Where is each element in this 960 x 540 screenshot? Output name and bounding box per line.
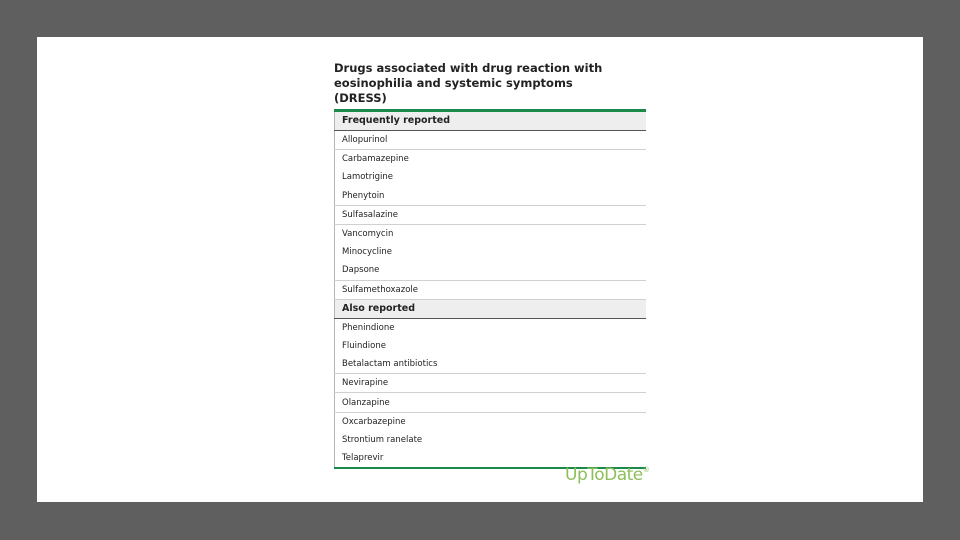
- table-row: [335, 150, 647, 169]
- title-line-1: Drugs associated with drug reaction with: [334, 61, 603, 75]
- logo-text: UpToDate: [565, 465, 643, 485]
- table-row: [335, 412, 647, 431]
- table-row: [335, 168, 647, 186]
- table-row: [335, 280, 647, 299]
- title-line-2: eosinophilia and systemic symptoms (DRESS): [334, 76, 573, 105]
- drug-name: Sulfamethoxazole: [335, 280, 647, 299]
- drug-name: Lamotrigine: [335, 168, 647, 186]
- table-row: [335, 131, 647, 150]
- section-heading: Also reported: [335, 299, 647, 318]
- table-row: [335, 224, 647, 243]
- drug-name: Allopurinol: [335, 131, 647, 150]
- table-row: [335, 337, 647, 355]
- drug-name: Dapsone: [335, 261, 647, 280]
- drug-name: Oxcarbazepine: [335, 412, 647, 431]
- drug-table: [334, 112, 646, 467]
- table-row: [335, 374, 647, 393]
- drug-name: Sulfasalazine: [335, 205, 647, 224]
- drug-name: Olanzapine: [335, 393, 647, 412]
- table-row: [335, 187, 647, 206]
- drug-table-document: [334, 61, 646, 469]
- slide-canvas: [37, 37, 923, 502]
- table-row: [335, 261, 647, 280]
- section-heading: Frequently reported: [335, 112, 647, 131]
- drug-name: Nevirapine: [335, 374, 647, 393]
- drug-name: Carbamazepine: [335, 150, 647, 169]
- section-header-also: [335, 299, 647, 318]
- table-row: [335, 243, 647, 261]
- registered-mark: ®: [642, 466, 650, 474]
- document-title: [334, 61, 646, 106]
- drug-name: Strontium ranelate: [335, 431, 647, 449]
- table-row: [335, 393, 647, 412]
- drug-name: Betalactam antibiotics: [335, 355, 647, 374]
- table-row: [335, 431, 647, 449]
- drug-name: Minocycline: [335, 243, 647, 261]
- drug-name: Phenytoin: [335, 187, 647, 206]
- table-row: [335, 355, 647, 374]
- section-header-frequent: [335, 112, 647, 131]
- uptodate-logo: [565, 465, 649, 485]
- drug-name: Fluindione: [335, 337, 647, 355]
- drug-name: Vancomycin: [335, 224, 647, 243]
- drug-name: Phenindione: [335, 318, 647, 337]
- table-row: [335, 318, 647, 337]
- table-row: [335, 205, 647, 224]
- drug-name: Telaprevir: [335, 449, 647, 467]
